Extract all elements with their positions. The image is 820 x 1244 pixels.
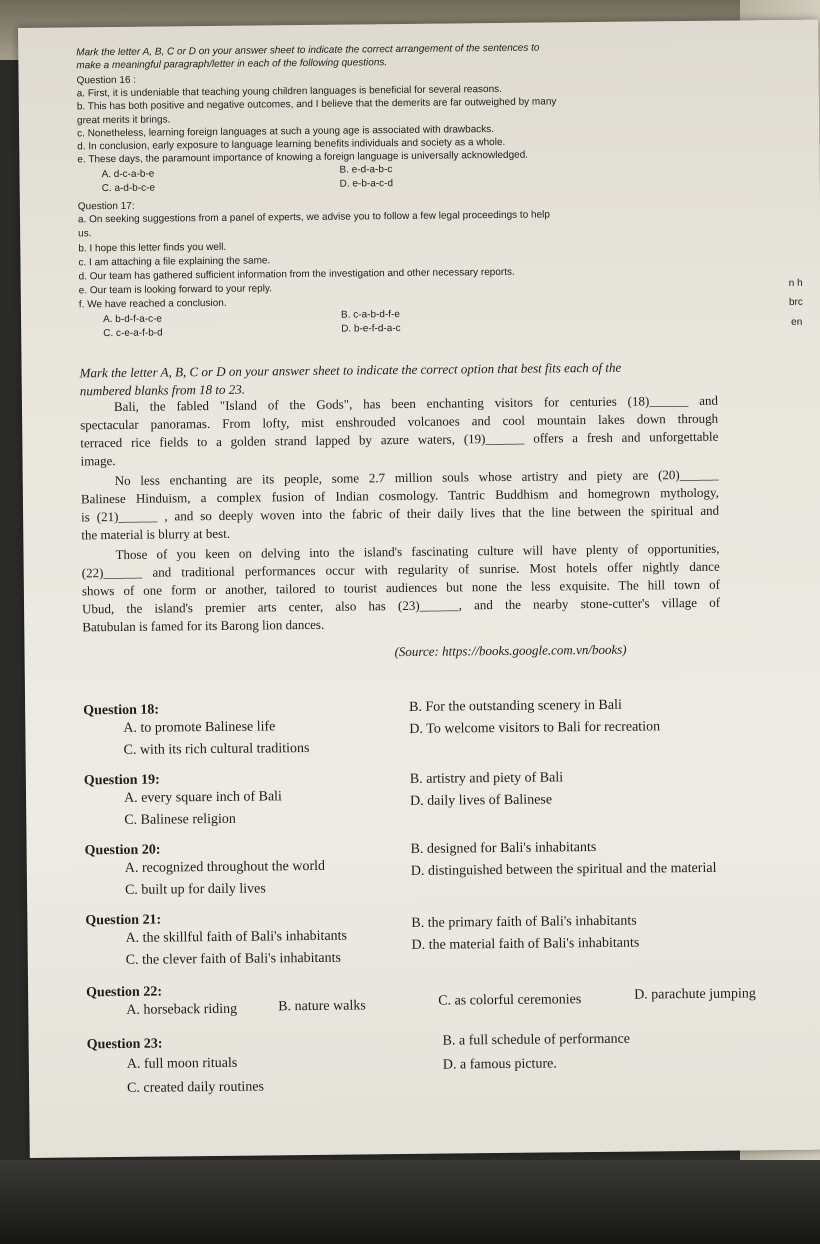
q17-sentence-b: b. I hope this letter finds you well. [78, 241, 227, 255]
side-mark-2: brc [788, 296, 803, 308]
q23-option-d[interactable]: D. a famous picture. [442, 1056, 557, 1073]
q16-sentence-d: d. In conclusion, early exposure to language learning benefits individuals and society as a whole. [77, 136, 506, 153]
q22-option-d[interactable]: D. parachute jumping [634, 986, 756, 1003]
passage-p1-line4: image. [80, 453, 116, 469]
q21-option-b[interactable]: B. the primary faith of Bali's inhabitants [411, 913, 637, 931]
q23-option-b[interactable]: B. a full schedule of performance [442, 1031, 631, 1049]
q16-sentence-c: c. Nonetheless, learning foreign languages at such a young age is associated with drawbacks. [77, 124, 495, 140]
q17-sentence-f: f. We have reached a conclusion. [78, 297, 227, 311]
q18-option-d[interactable]: D. To welcome visitors to Bali for recreation [409, 719, 661, 737]
q17-sentence-a-line1: a. On seeking suggestions from a panel of experts, we advise you to follow a few legal proceedings to help [77, 209, 550, 226]
q18-title: Question 18: [83, 702, 160, 719]
q17-option-b[interactable]: B. c-a-b-d-f-e [340, 309, 400, 321]
side-mark-3: en [791, 316, 803, 328]
q18-option-b[interactable]: B. For the outstanding scenery in Bali [409, 697, 622, 715]
q21-title: Question 21: [85, 912, 162, 929]
q20-title: Question 20: [84, 842, 161, 859]
passage-p2-line1: No less enchanting are its people, some 2.7 million souls whose artistry and piety are (20)______ [114, 466, 719, 489]
q23-option-a[interactable]: A. full moon rituals [126, 1055, 238, 1072]
q18-option-c[interactable]: C. with its rich cultural traditions [123, 740, 310, 758]
q19-title: Question 19: [83, 772, 160, 789]
side-mark-1: n h [788, 277, 803, 289]
arrange-instruction-line2: make a meaningful paragraph/letter in each of the following questions. [76, 57, 388, 72]
passage-p1-line2: spectacular panoramas. From lofty, mist enshrouded volcanoes and cool mountain lakes down through [80, 410, 719, 433]
passage-p3-line4: Ubud, the island's premier arts center, also has (23)______, and the nearby stone-cutter's village of [82, 594, 721, 617]
q21-option-c[interactable]: C. the clever faith of Bali's inhabitants [125, 950, 342, 968]
passage-p3-line3: shows of one form or another, tailored to tourist audiences but none the less exquisite. The hill town of [81, 576, 720, 599]
q16-option-c[interactable]: C. a-d-b-c-e [101, 182, 156, 195]
q19-option-b[interactable]: B. artistry and piety of Bali [409, 770, 564, 787]
passage-p2-line2: Balinese Hinduism, a complex fusion of Indian cosmology. Tantric Buddhism and homegrown mythology, [80, 484, 719, 507]
q20-option-a[interactable]: A. recognized throughout the world [124, 858, 326, 876]
q16-option-d[interactable]: D. e-b-a-c-d [339, 178, 394, 190]
q16-option-b[interactable]: B. e-d-a-b-c [339, 164, 393, 176]
q21-option-d[interactable]: D. the material faith of Bali's inhabitants [411, 935, 640, 953]
passage-p2-line4: the material is blurry at best. [81, 525, 231, 543]
cloze-instruction-line2: numbered blanks from 18 to 23. [79, 381, 246, 399]
q22-title: Question 22: [86, 984, 163, 1001]
q23-option-c[interactable]: C. created daily routines [127, 1079, 265, 1096]
passage-source: (Source: https://books.google.com.vn/books) [394, 641, 627, 660]
worksheet-page [18, 20, 820, 1158]
q20-option-d[interactable]: D. distinguished between the spiritual and the material [410, 860, 717, 879]
passage-p1-line3: terraced rice fields to a golden strand lapped by azure waters, (19)______ offers a fresh and unforgettable [80, 428, 719, 451]
q17-option-c[interactable]: C. c-e-a-f-b-d [103, 327, 163, 340]
passage-p1-line1: Bali, the fabled "Island of the Gods", has been enchanting visitors for centuries (18)______ and [113, 392, 719, 415]
q19-option-d[interactable]: D. daily lives of Balinese [410, 792, 553, 809]
q17-sentence-e: e. Our team is looking forward to your reply. [78, 283, 273, 297]
q16-sentence-e: e. These days, the paramount importance of knowing a foreign language is universally acknowledged. [77, 149, 529, 166]
q18-option-a[interactable]: A. to promote Balinese life [123, 719, 276, 736]
q17-sentence-c: c. I am attaching a file explaining the same. [78, 255, 271, 269]
q20-option-b[interactable]: B. designed for Bali's inhabitants [410, 839, 597, 857]
q21-option-a[interactable]: A. the skillful faith of Bali's inhabitants [125, 928, 348, 946]
arrange-instruction-line1: Mark the letter A, B, C or D on your answer sheet to indicate the correct arrangement of the sentences to [76, 42, 540, 59]
q16-sentence-b-line2: great merits it brings. [76, 114, 171, 127]
passage-p3-line5: Batubulan is famed for its Barong lion dances. [82, 616, 325, 635]
q17-sentence-a-line2: us. [78, 228, 92, 240]
passage-p2-line3: is (21)______ , and so deeply woven into the fabric of their daily lives that the line between the spiritual and [81, 502, 720, 525]
q22-option-b[interactable]: B. nature walks [278, 998, 366, 1015]
q17-title: Question 17: [77, 200, 135, 213]
q19-option-c[interactable]: C. Balinese religion [124, 811, 236, 828]
q16-sentence-b-line1: b. This has both positive and negative outcomes, and I believe that the demerits are far outweighed by many [76, 96, 557, 113]
q23-title: Question 23: [86, 1036, 163, 1053]
q22-option-a[interactable]: A. horseback riding [126, 1001, 238, 1018]
q22-option-c[interactable]: C. as colorful ceremonies [438, 992, 582, 1009]
q20-option-c[interactable]: C. built up for daily lives [124, 881, 266, 898]
passage-p3-line2: (22)______ and traditional performances occur with regularity of sunrise. Most hotels offer nightly dance [81, 558, 720, 581]
q17-sentence-d: d. Our team has gathered sufficient information from the investigation and other necessary reports. [78, 266, 515, 283]
cloze-instruction-line1: Mark the letter A, B, C or D on your answer sheet to indicate the correct option that best fits each of the [79, 359, 622, 381]
q16-title: Question 16 : [76, 74, 137, 87]
q17-option-d[interactable]: D. b-e-f-d-a-c [341, 323, 401, 335]
q17-option-a[interactable]: A. b-d-f-a-c-e [103, 313, 163, 326]
q16-option-a[interactable]: A. d-c-a-b-e [101, 168, 155, 181]
q16-sentence-a: a. First, it is undeniable that teaching young children languages is beneficial for several reasons. [76, 83, 502, 100]
q19-option-a[interactable]: A. every square inch of Bali [123, 789, 282, 806]
passage-p3-line1: Those of you keen on delving into the island's fascinating culture will have plenty of opportunities, [115, 540, 720, 563]
background-bottom [0, 1160, 820, 1244]
